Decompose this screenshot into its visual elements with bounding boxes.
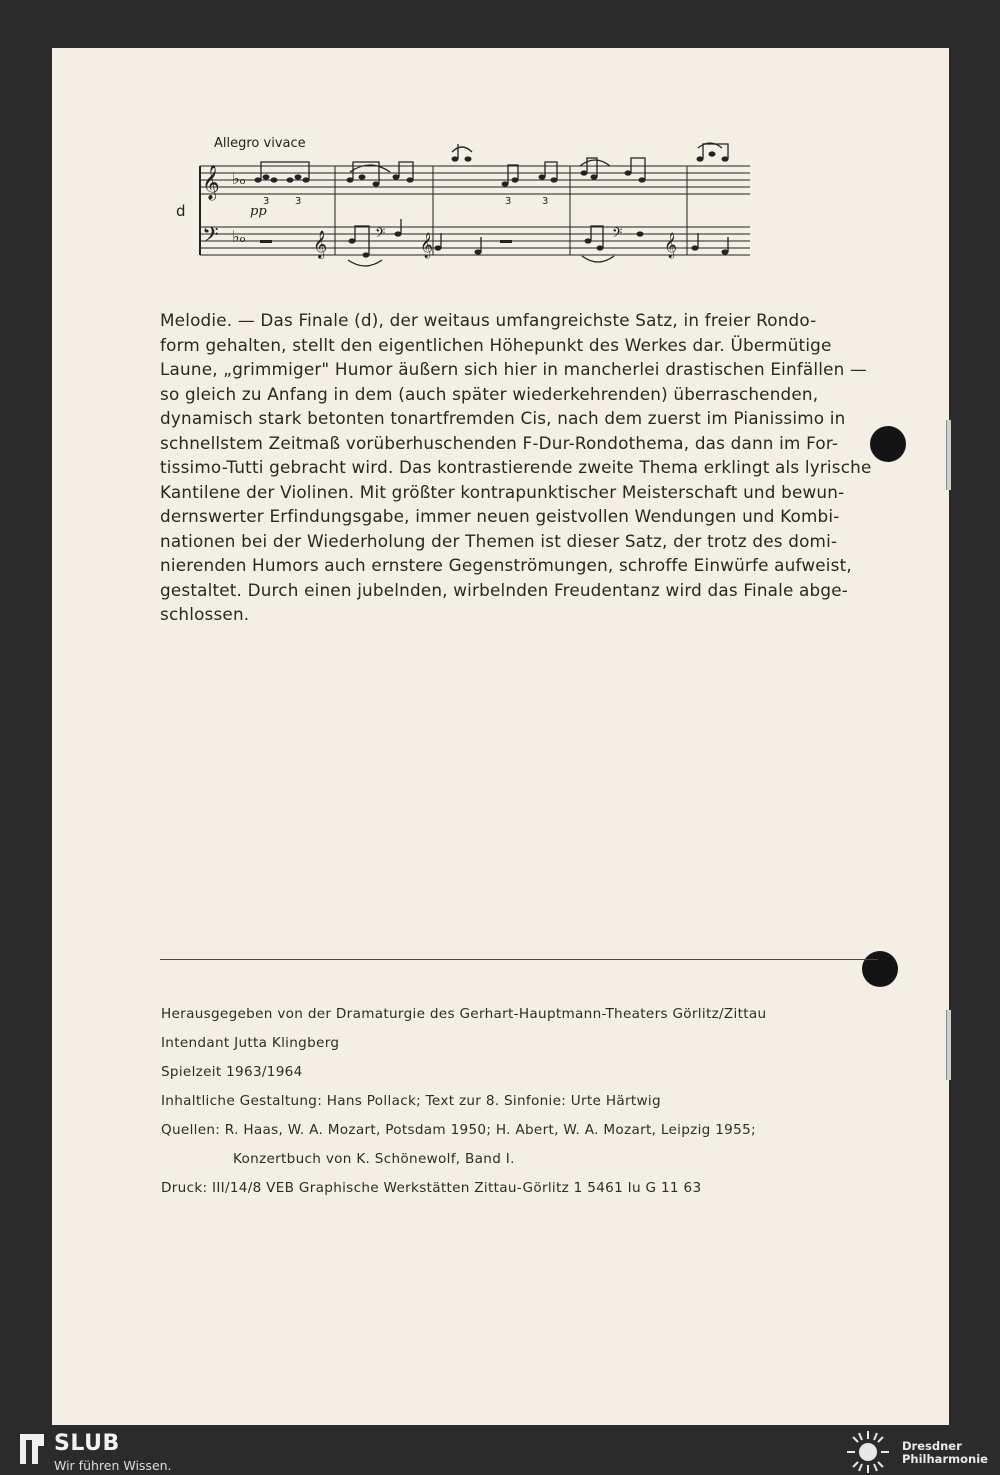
svg-text:𝄞: 𝄞 <box>313 230 328 258</box>
text-line: form gehalten, stellt den eigentlichen Höhepunkt des Werkes dar. Übermütige <box>160 334 832 355</box>
divider-rule <box>160 959 878 960</box>
slub-logo-icon <box>14 1434 44 1464</box>
colophon-sources: Quellen: R. Haas, W. A. Mozart, Potsdam 1950; H. Abert, W. A. Mozart, Leipzig 1955; <box>161 1122 756 1138</box>
colophon-publisher: Herausgegeben von der Dramaturgie des Gerhart-Hauptmann-Theaters Görlitz/Zittau <box>161 1006 767 1022</box>
music-score-excerpt <box>170 132 760 277</box>
punch-hole-bottom <box>862 951 898 987</box>
philharmonie-sun-icon <box>845 1429 891 1475</box>
text-line: nierenden Humors auch ernstere Gegenströmungen, schroffe Einwürfe aufweist, <box>160 555 852 575</box>
text-line: dynamisch stark betonten tonartfremden Cis, nach dem zuerst im Pianissimo in <box>160 408 846 428</box>
text-line: nationen bei der Wiederholung der Themen ist dieser Satz, der trotz des domi- <box>160 530 838 551</box>
colophon-content: Inhaltliche Gestaltung: Hans Pollack; Text zur 8. Sinfonie: Urte Härtwig <box>161 1093 661 1109</box>
colophon-intendant: Intendant Jutta Klingberg <box>161 1035 340 1051</box>
punch-hole-top <box>870 426 906 462</box>
library-tagline: Wir führen Wissen. <box>54 1458 172 1473</box>
viewer-footer <box>0 1425 1000 1475</box>
svg-text:3: 3 <box>263 196 270 207</box>
svg-text:♭ₒ: ♭ₒ <box>232 169 246 188</box>
tempo-marking: Allegro vivace <box>214 136 306 151</box>
library-name[interactable]: SLUB <box>54 1431 120 1456</box>
text-line: schlossen. <box>160 604 250 624</box>
excerpt-label: d <box>176 202 186 220</box>
text-line: Melodie. — Das Finale (d), der weitaus umfangreichste Satz, in freier Rondo- <box>160 310 817 330</box>
svg-text:3: 3 <box>542 196 549 207</box>
text-line: so gleich zu Anfang in dem (auch später wiederkehrenden) überraschenden, <box>160 383 819 404</box>
dynamic-marking: pp <box>250 204 267 219</box>
text-line: gestaltet. Durch einen jubelnden, wirbelnden Freudentanz wird das Finale abge- <box>160 579 849 600</box>
text-line: dernswerter Erfindungsgabe, immer neuen geistvollen Wendungen und Kombi- <box>160 506 840 526</box>
svg-text:3: 3 <box>505 196 512 207</box>
svg-text:𝄢: 𝄢 <box>202 223 219 253</box>
partner-logo-text[interactable] <box>902 1440 988 1466</box>
binder-clip-bottom <box>946 1010 951 1080</box>
svg-text:𝄞: 𝄞 <box>664 233 678 258</box>
partner-line-2: Philharmonie <box>902 1452 988 1466</box>
svg-text:𝄞: 𝄞 <box>202 165 220 200</box>
body-paragraph <box>160 308 875 627</box>
svg-text:𝄞: 𝄞 <box>420 233 434 258</box>
svg-text:3: 3 <box>295 196 302 207</box>
text-line: tissimo-Tutti gebracht wird. Das kontrastierende zweite Thema erklingt als lyrische <box>160 457 872 477</box>
svg-text:♭ₒ: ♭ₒ <box>232 227 246 246</box>
colophon-season: Spielzeit 1963/1964 <box>161 1064 303 1080</box>
partner-line-1: Dresdner <box>902 1439 962 1453</box>
colophon-sources-continued: Konzertbuch von K. Schönewolf, Band I. <box>233 1151 515 1167</box>
svg-text:𝄢: 𝄢 <box>612 225 623 244</box>
svg-text:𝄢: 𝄢 <box>375 225 386 244</box>
text-line: Kantilene der Violinen. Mit größter kontrapunktischer Meisterschaft und bewun- <box>160 481 845 502</box>
colophon-print: Druck: III/14/8 VEB Graphische Werkstätten Zittau-Görlitz 1 5461 Iu G 11 63 <box>161 1180 702 1196</box>
text-line: Laune, „grimmiger" Humor äußern sich hier in mancherlei drastischen Einfällen — <box>160 359 868 379</box>
text-line: schnellstem Zeitmaß vorüberhuschenden F-Dur-Rondothema, das dann im For- <box>160 432 839 453</box>
binder-clip-top <box>946 420 951 490</box>
